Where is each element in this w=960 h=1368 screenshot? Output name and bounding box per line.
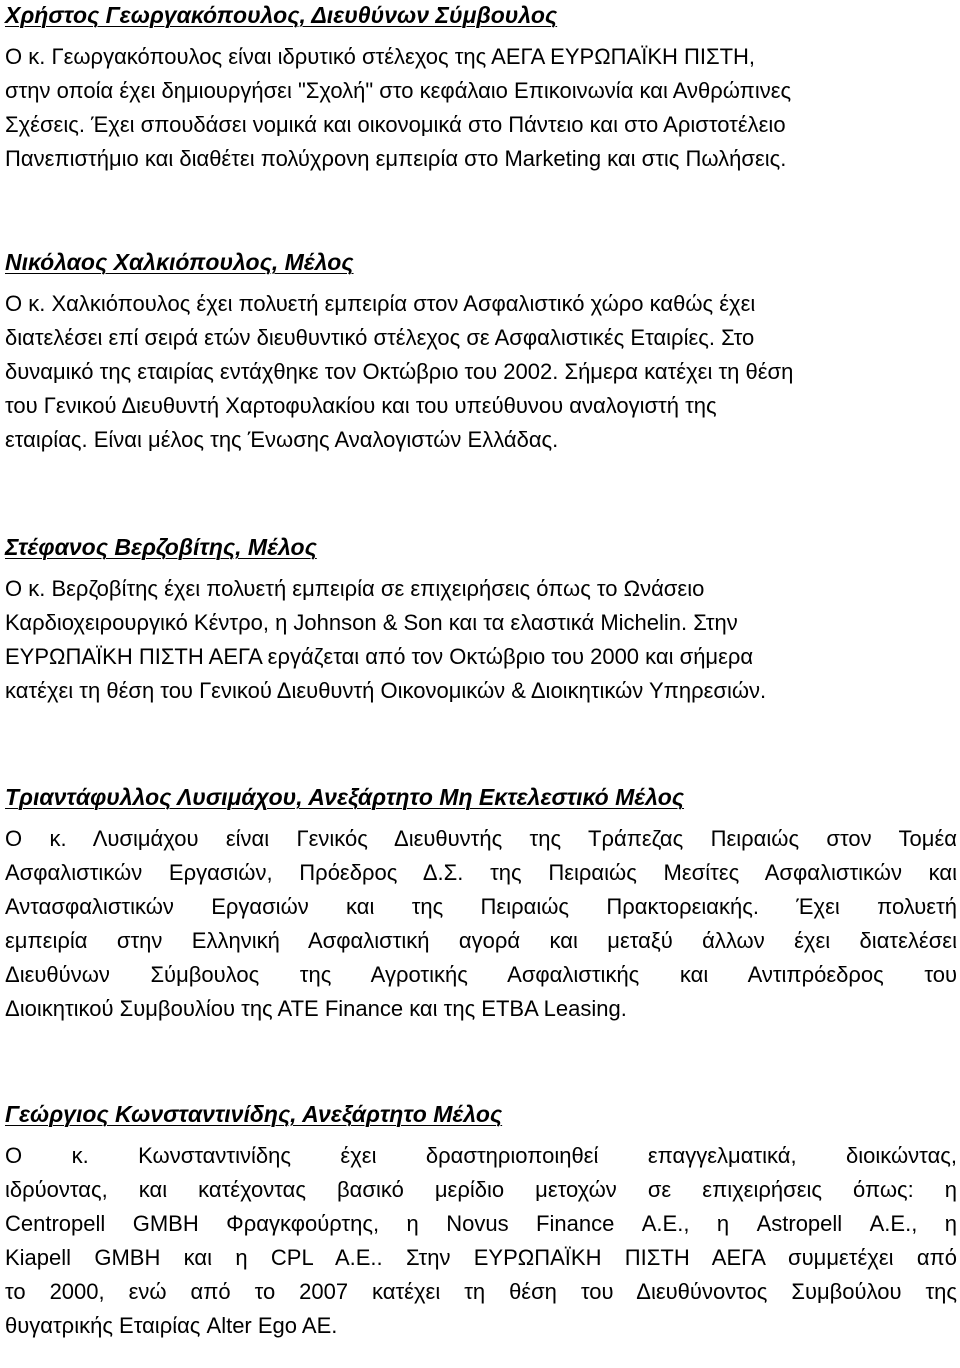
bio-line: διατελέσει επί σειρά ετών διευθυντικό στέλεχος σε Ασφαλιστικές Εταιρίες. Στο bbox=[5, 325, 755, 350]
bio-line: του Γενικού Διευθυντή Χαρτοφυλακίου και του υπεύθυνου αναλογιστή της bbox=[5, 393, 717, 418]
board-member-section bbox=[5, 1097, 957, 1343]
bio-line: Ο κ. Κωνσταντινίδης έχει δραστηριοποιηθεί επαγγελματικά, διοικώντας, bbox=[5, 1143, 957, 1168]
bio-line: δυναμικό της εταιρίας εντάχθηκε τον Οκτώβριο του 2002. Σήμερα κατέχει τη θέση bbox=[5, 359, 794, 384]
bio-line: Ασφαλιστικών Εργασιών, Πρόεδρος Δ.Σ. της Πειραιώς Μεσίτες Ασφαλιστικών και bbox=[5, 860, 957, 885]
bio-line: στην οποία έχει δημιουργήσει "Σχολή" στο κεφάλαιο Επικοινωνία και Ανθρώπινες bbox=[5, 78, 792, 103]
bio-line: Ο κ. Βερζοβίτης έχει πολυετή εμπειρία σε επιχειρήσεις όπως το Ωνάσειο bbox=[5, 576, 705, 601]
board-member-section bbox=[5, 245, 957, 457]
board-member-section bbox=[5, 530, 957, 708]
bio-line: το 2000, ενώ από το 2007 κατέχει τη θέση του Διευθύνοντος Συμβούλου της bbox=[5, 1279, 957, 1304]
bio-line: εμπειρία στην Ελληνική Ασφαλιστική αγορά και μεταξύ άλλων έχει διατελέσει bbox=[5, 928, 957, 953]
bio-line: Καρδιοχειρουργικό Κέντρο, η Johnson & Son και τα ελαστικά Michelin. Στην bbox=[5, 610, 738, 635]
bio-line: Διευθύνων Σύμβουλος της Αγροτικής Ασφαλιστικής και Αντιπρόεδρος του bbox=[5, 962, 957, 987]
member-heading: Νικόλαος Χαλκιόπουλος, Μέλος bbox=[5, 249, 354, 275]
bio-line: Ο κ. Χαλκιόπουλος έχει πολυετή εμπειρία στον Ασφαλιστικό χώρο καθώς έχει bbox=[5, 291, 756, 316]
bio-line: ΕΥΡΩΠΑΪΚΗ ΠΙΣΤΗ ΑΕΓΑ εργάζεται από τον Οκτώβριο του 2000 και σήμερα bbox=[5, 644, 754, 669]
member-bio bbox=[5, 40, 957, 176]
bio-line: θυγατρικής Εταιρίας Alter Ego AE. bbox=[5, 1313, 338, 1338]
bio-line: Πανεπιστήμιο και διαθέτει πολύχρονη εμπειρία στο Marketing και στις Πωλήσεις. bbox=[5, 146, 787, 171]
board-member-section bbox=[5, 0, 957, 176]
bio-line: ιδρύοντας, και κατέχοντας βασικό μερίδιο μετοχών σε επιχειρήσεις όπως: η bbox=[5, 1177, 957, 1202]
member-bio bbox=[5, 287, 957, 457]
bio-line: εταιρίας. Είναι μέλος της Ένωσης Αναλογιστών Ελλάδας. bbox=[5, 427, 559, 452]
board-member-section bbox=[5, 780, 957, 1026]
member-heading: Στέφανος Βερζοβίτης, Μέλος bbox=[5, 534, 317, 560]
member-bio bbox=[5, 572, 957, 708]
member-bio bbox=[5, 822, 957, 1026]
member-heading: Γεώργιος Κωνσταντινίδης, Ανεξάρτητο Μέλος bbox=[5, 1101, 503, 1127]
bio-line: Ο κ. Γεωργακόπουλος είναι ιδρυτικό στέλεχος της ΑΕΓΑ ΕΥΡΩΠΑΪΚΗ ΠΙΣΤΗ, bbox=[5, 44, 756, 69]
bio-line: κατέχει τη θέση του Γενικού Διευθυντή Οικονομικών & Διοικητικών Υπηρεσιών. bbox=[5, 678, 767, 703]
bio-line: Centropell GMBH Φραγκφούρτης, η Novus Finance Α.Ε., η Astropell Α.Ε., η bbox=[5, 1211, 957, 1236]
bio-line: Αντασφαλιστικών Εργασιών και της Πειραιώς Πρακτορειακής. Έχει πολυετή bbox=[5, 894, 957, 919]
member-bio bbox=[5, 1139, 957, 1343]
bio-line: Διοικητικού Συμβουλίου της ΑΤΕ Finance και της ΕΤΒΑ Leasing. bbox=[5, 996, 627, 1021]
bio-line: Σχέσεις. Έχει σπουδάσει νομικά και οικονομικά στο Πάντειο και στο Αριστοτέλειο bbox=[5, 112, 786, 137]
member-heading: Χρήστος Γεωργακόπουλος, Διευθύνων Σύμβουλος bbox=[5, 2, 558, 28]
bio-line: Kiapell GMBH και η CPL A.E.. Στην ΕΥΡΩΠΑΪΚΗ ΠΙΣΤΗ ΑΕΓΑ συμμετέχει από bbox=[5, 1245, 957, 1270]
bio-line: Ο κ. Λυσιμάχου είναι Γενικός Διευθυντής της Τράπεζας Πειραιώς στον Τομέα bbox=[5, 826, 957, 851]
member-heading: Τριαντάφυλλος Λυσιμάχου, Ανεξάρτητο Μη Εκτελεστικό Μέλος bbox=[5, 784, 685, 810]
